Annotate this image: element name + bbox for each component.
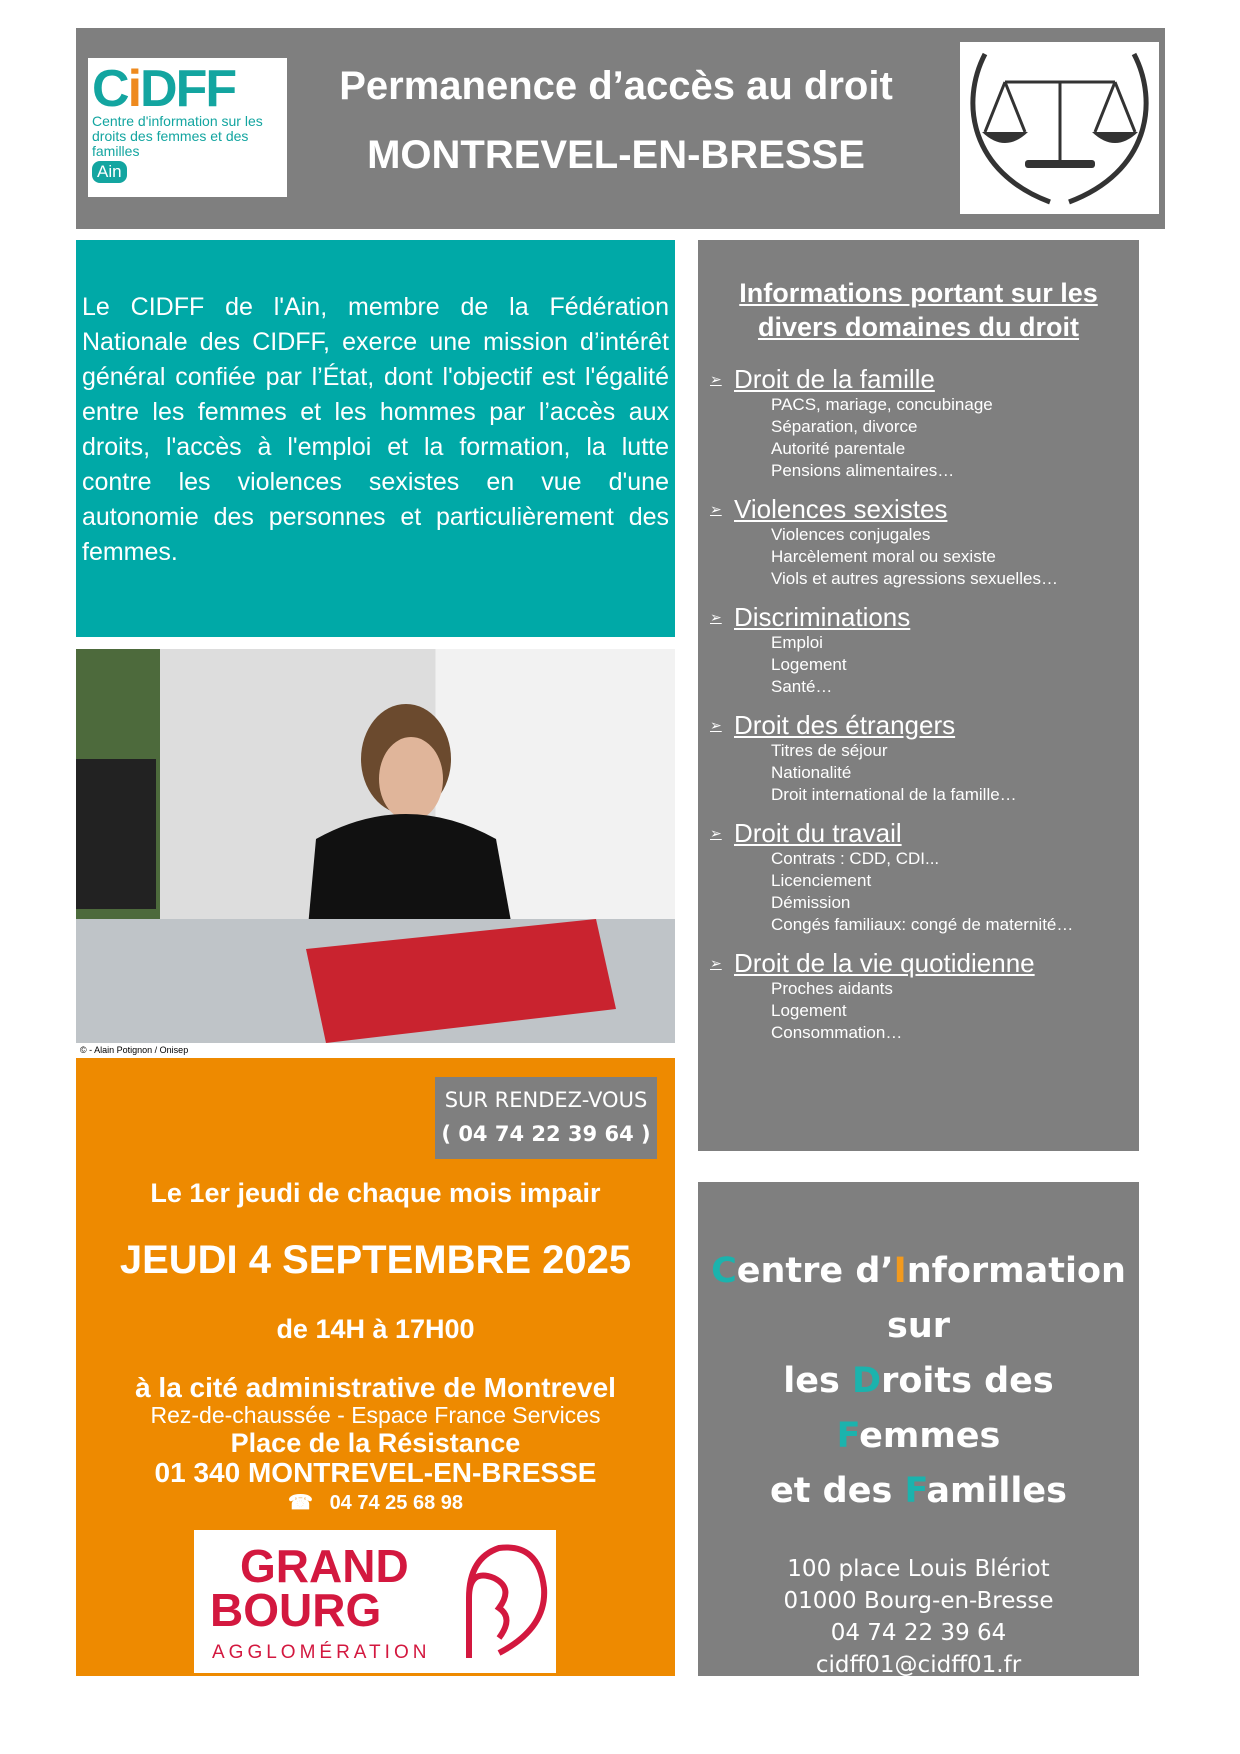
domain-item: Emploi [771, 633, 823, 652]
domain-heading [706, 818, 1131, 848]
domain-item: Nationalité [771, 763, 852, 782]
appointment-phone[interactable]: ( 04 74 22 39 64 ) [441, 1122, 651, 1146]
phone-icon: ☎ [287, 1492, 330, 1514]
domain-title: Discriminations [734, 602, 911, 632]
domain-item: Proches aidants [771, 979, 893, 998]
header-banner [76, 28, 1165, 229]
appointment-label: SUR RENDEZ-VOUS [444, 1088, 648, 1112]
domain-item: Contrats : CDD, CDI... [771, 849, 940, 868]
domain-title: Droit du travail [734, 818, 902, 848]
chevron-right-icon: ➢ [710, 609, 722, 625]
partner-line1: GRAND [240, 1540, 409, 1592]
event-date: JEUDI 4 SEPTEMBRE 2025 [119, 1238, 632, 1282]
intro-text: Le CIDFF de l'Ain, membre de la Fédération Nationale des CIDFF, exerce une mission d’intérêt général confiée par l’État, dont l'objectif est l'égalité entre les femmes et les hommes par l’accès aux droits, l'accès à l'emploi et la formation, la lutte contre les violences sexistes en vue d'une autonomie des personnes et particulièrement des femmes. [76, 240, 675, 637]
centre-email[interactable]: cidff01@cidff01.fr [815, 1652, 1022, 1678]
domain-item: Consommation… [771, 1023, 903, 1042]
centre-name-line4: et des Familles [770, 1471, 1067, 1511]
domain-heading [706, 364, 1131, 394]
partner-line2: BOURG [210, 1584, 382, 1636]
event-phone[interactable]: 04 74 25 68 98 [329, 1492, 464, 1514]
domain-item: Violences conjugales [771, 525, 931, 544]
partner-line3: AGGLOMÉRATION [212, 1642, 431, 1663]
chevron-right-icon: ➢ [710, 955, 722, 971]
domain-category [706, 364, 1131, 482]
domain-item: Séparation, divorce [771, 417, 918, 436]
domain-heading [706, 494, 1131, 524]
centre-address: 100 place Louis Blériot [787, 1556, 1050, 1582]
centre-name-line2: sur [886, 1306, 950, 1346]
domain-item: Démission [771, 893, 851, 912]
legal-domains-panel [698, 240, 1139, 1151]
domain-category [706, 602, 1131, 698]
domain-title: Violences sexistes [734, 494, 948, 524]
chevron-right-icon: ➢ [710, 825, 722, 841]
cidff-contact-panel [698, 1182, 1139, 1676]
chevron-right-icon: ➢ [710, 371, 722, 387]
domain-category [706, 494, 1131, 590]
photo-woman-on-phone [76, 649, 675, 1043]
domain-item: PACS, mariage, concubinage [771, 395, 993, 414]
domain-item: Viols et autres agressions sexuelles… [771, 569, 1058, 588]
domain-heading [706, 948, 1131, 978]
domain-category [706, 710, 1131, 806]
domain-item: Logement [771, 1001, 847, 1020]
domain-title: Droit de la famille [734, 364, 935, 394]
domain-title: Droit de la vie quotidienne [734, 948, 1035, 978]
grand-bourg-logo [194, 1530, 556, 1673]
cidff-logo [88, 58, 287, 197]
domain-item: Santé… [771, 677, 833, 696]
domain-heading [706, 710, 1131, 740]
event-street: Place de la Résistance [230, 1428, 521, 1458]
event-panel [76, 1058, 675, 1676]
photo-credit: © - Alain Potignon / Onisep [80, 1045, 189, 1055]
centre-phone[interactable]: 04 74 22 39 64 [830, 1620, 1007, 1646]
event-city: 01 340 MONTREVEL-EN-BRESSE [154, 1457, 597, 1488]
appointment-box [435, 1077, 657, 1159]
logo-mark: CiDFF [92, 60, 236, 118]
city-title: MONTREVEL-EN-BRESSE [367, 133, 865, 177]
event-hours: de 14H à 17H00 [276, 1314, 475, 1344]
event-frequency: Le 1er jeudi de chaque mois impair [150, 1178, 601, 1208]
centre-name-line3: les Droits des Femmes [783, 1361, 1054, 1456]
domain-title: Droit des étrangers [734, 710, 956, 740]
logo-text: Centre d'information sur les droits des femmes et des familles [92, 113, 263, 159]
chevron-right-icon: ➢ [710, 501, 722, 517]
scales-of-justice-icon [960, 42, 1159, 214]
domain-item: Pensions alimentaires… [771, 461, 955, 480]
domain-item: Harcèlement moral ou sexiste [771, 547, 996, 566]
centre-city: 01000 Bourg-en-Bresse [783, 1588, 1054, 1614]
domain-heading [706, 602, 1131, 632]
event-venue: à la cité administrative de Montrevel [135, 1372, 616, 1403]
logo-region: Ain [92, 161, 127, 183]
event-floor: Rez-de-chaussée - Espace France Services [150, 1402, 601, 1428]
centre-name-line1: Centre d’Information [711, 1251, 1126, 1291]
page-title: Permanence d’accès au droit [339, 64, 893, 108]
domain-item: Droit international de la famille… [771, 785, 1017, 804]
domain-category [706, 818, 1131, 936]
domain-item: Congés familiaux: congé de maternité… [771, 915, 1074, 934]
domains-title: Informations portant sur les divers domaines du droit [739, 278, 1098, 342]
domain-item: Logement [771, 655, 847, 674]
chevron-right-icon: ➢ [710, 717, 722, 733]
domain-category [706, 948, 1131, 1044]
domain-item: Titres de séjour [771, 741, 888, 760]
domain-item: Licenciement [771, 871, 872, 890]
domain-item: Autorité parentale [771, 439, 906, 458]
